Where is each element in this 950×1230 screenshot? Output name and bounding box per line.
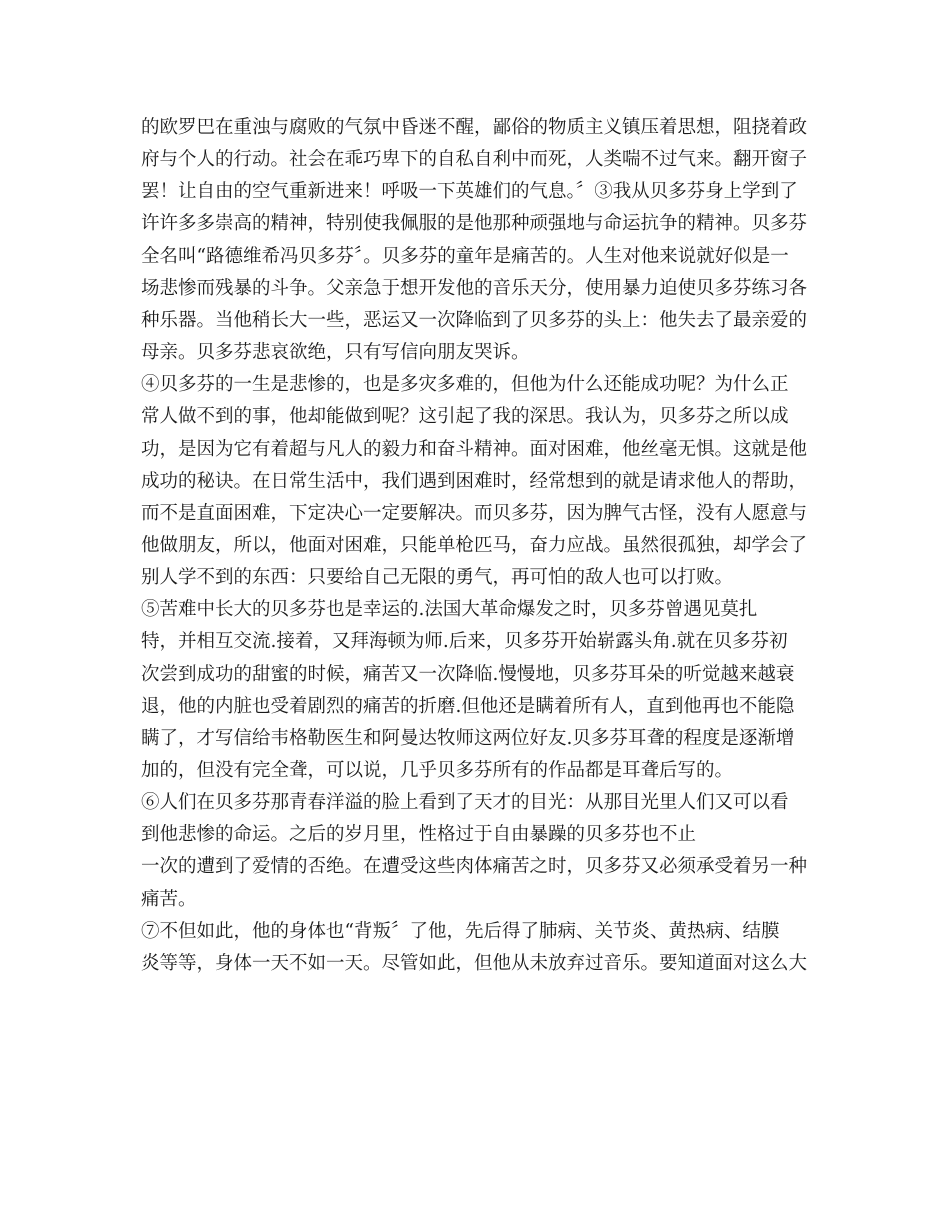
text-line: 的欧罗巴在重浊与腐败的气氛中昏迷不醒，鄙俗的物质主义镇压着思想，阻挠着政 — [141, 117, 808, 138]
text-line: 场悲惨而残暴的斗争。父亲急于想开发他的音乐天分，使用暴力迫使贝多芬练习各 — [141, 278, 808, 299]
text-line: 到他悲惨的命运。之后的岁月里，性格过于自由暴躁的贝多芬也不止 — [141, 824, 697, 845]
text-line: 种乐器。当他稍长大一些，恶运又一次降临到了贝多芬的头上：他失去了最亲爱的 — [141, 310, 808, 331]
text-line: 罢！让自由的空气重新进来！呼吸一下英雄们的气息。〞③我从贝多芬身上学到了 — [141, 181, 798, 202]
text-line: 一次的遭到了爱情的否绝。在遭受这些肉体痛苦之时，贝多芬又必须承受着另一种 — [141, 856, 808, 877]
text-line: 全名叫“路德维希冯贝多芬〞。贝多芬的童年是痛苦的。人生对他来说就好似是一 — [141, 246, 789, 267]
text-line: 府与个人的行动。社会在乖巧卑下的自私自利中而死，人类喘不过气来。翻开窗子 — [141, 149, 808, 170]
text-line: ④贝多芬的一生是悲惨的，也是多灾多难的，但他为什么还能成功呢？为什么正 — [141, 374, 789, 395]
text-line: 成功的秘诀。在日常生活中，我们遇到困难时，经常想到的就是请求他人的帮助， — [141, 471, 808, 492]
text-line: 加的，但没有完全聋，可以说，几乎贝多芬所有的作品都是耳聋后写的。 — [141, 760, 734, 781]
text-line: 许许多多崇高的精神，特别使我佩服的是他那种顽强地与命运抗争的精神。贝多芬 — [141, 213, 808, 234]
text-line: 母亲。贝多芬悲哀欲绝，只有写信向朋友哭诉。 — [141, 342, 530, 363]
text-line: 而不是直面困难，下定决心一定要解决。而贝多芬，因为脾气古怪，没有人愿意与 — [141, 503, 808, 524]
text-line: 次尝到成功的甜蜜的时候，痛苦又一次降临.慢慢地，贝多芬耳朵的听觉越来越衰 — [141, 664, 795, 685]
text-line: ⑤苦难中长大的贝多芬也是幸运的.法国大革命爆发之时，贝多芬曾遇见莫扎 — [141, 599, 758, 620]
text-line: 功，是因为它有着超与凡人的毅力和奋斗精神。面对困难，他丝毫无惧。这就是他 — [141, 439, 808, 460]
text-line: ⑦不但如此，他的身体也“背叛〞了他，先后得了肺病、关节炎、黄热病、结膜 — [141, 921, 780, 942]
text-line: 别人学不到的东西：只要给自己无限的勇气，再可怕的敌人也可以打败。 — [141, 567, 734, 588]
text-line: 退，他的内脏也受着剧烈的痛苦的折磨.但他还是瞒着所有人，直到他再也不能隐 — [141, 696, 795, 717]
text-line: 痛苦。 — [141, 889, 197, 910]
text-line: ⑥人们在贝多芬那青春洋溢的脸上看到了天才的目光：从那目光里人们又可以看 — [141, 792, 789, 813]
text-line: 特，并相互交流.接着，又拜海顿为师.后来，贝多芬开始崭露头角.就在贝多芬初 — [141, 631, 788, 652]
text-line: 他做朋友，所以，他面对困难，只能单枪匹马，奋力应战。虽然很孤独，却学会了 — [141, 535, 808, 556]
text-line: 瞒了，才写信给韦格勒医生和阿曼达牧师这两位好友.贝多芬耳聋的程度是逐渐增 — [141, 728, 795, 749]
text-line: 炎等等，身体一天不如一天。尽管如此，但他从未放弃过音乐。要知道面对这么大 — [141, 953, 808, 974]
text-line: 常人做不到的事，他却能做到呢？这引起了我的深思。我认为，贝多芬之所以成 — [141, 406, 789, 427]
